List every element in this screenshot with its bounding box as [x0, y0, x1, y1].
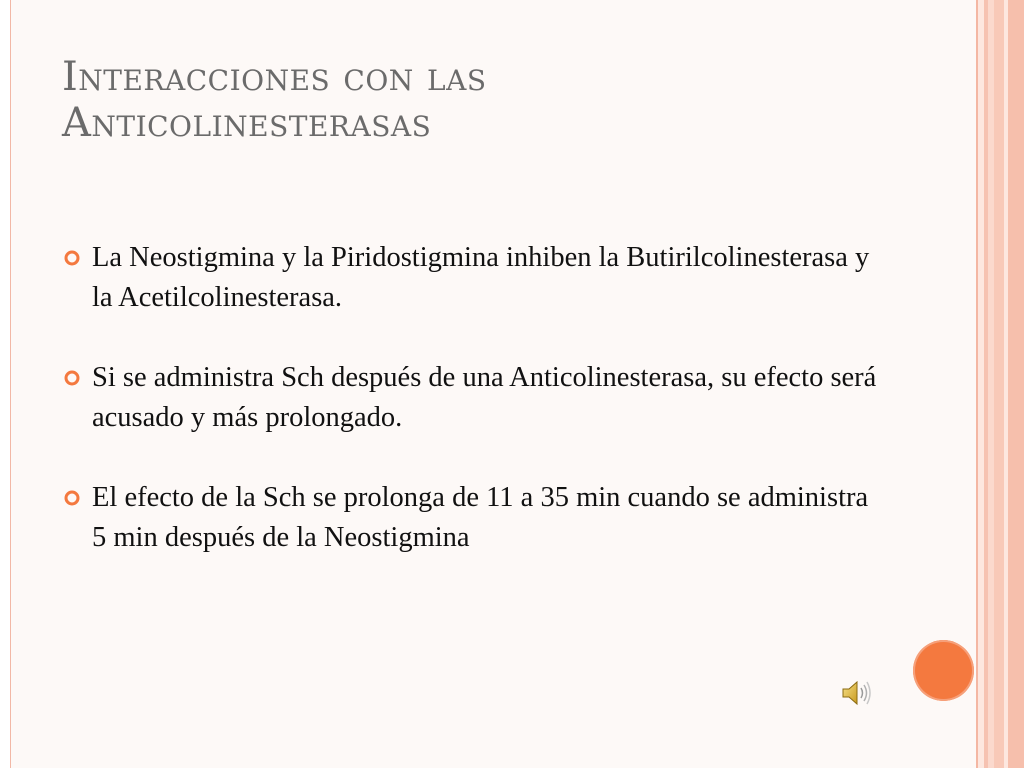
bullet-item — [62, 358, 882, 438]
bullet-circle-icon — [64, 370, 80, 386]
bullet-text: El efecto de la Sch se prolonga de 11 a 35 min cuando se administra 5 min después de la Neostigmina — [92, 482, 869, 553]
bullet-list — [62, 238, 882, 598]
bullet-circle-icon — [64, 490, 80, 506]
title-line-1: Interacciones con las — [62, 54, 487, 100]
decorative-stripe — [994, 0, 1004, 768]
bullet-circle-icon — [64, 250, 80, 266]
bullet-item — [62, 478, 882, 558]
bullet-text: La Neostigmina y la Piridostigmina inhiben la Butirilcolinesterasa y la Acetilcolinesterasa. — [92, 242, 870, 313]
decorative-stripe — [1008, 0, 1024, 768]
speaker-icon[interactable] — [840, 678, 872, 708]
decorative-orange-circle — [913, 640, 974, 701]
title-line-2: Anticolinesterasas — [62, 100, 432, 146]
bullet-text: Si se administra Sch después de una Anticolinesterasa, su efecto será acusado y más prolongado. — [92, 362, 877, 433]
slide-title — [62, 54, 942, 146]
bullet-item — [62, 238, 882, 318]
